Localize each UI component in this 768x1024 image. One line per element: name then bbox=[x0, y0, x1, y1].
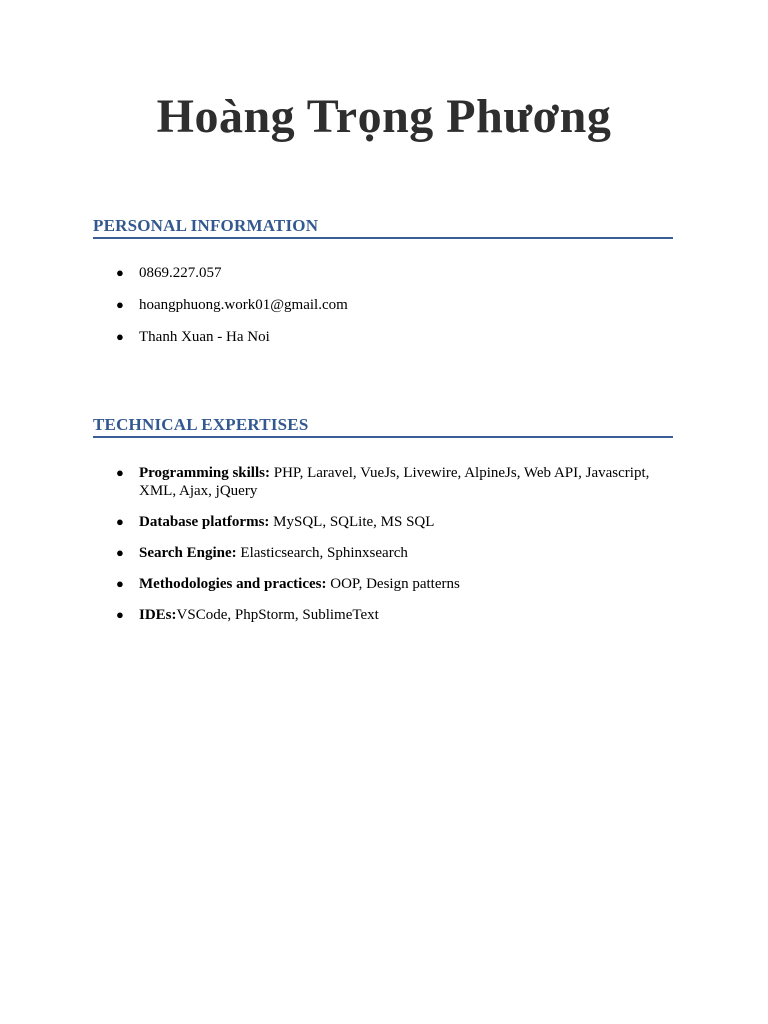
bullet-icon: ● bbox=[116, 576, 124, 591]
list-item-ides bbox=[93, 606, 673, 624]
skill-label: Methodologies and practices: bbox=[139, 576, 327, 592]
personal-information-list bbox=[93, 264, 673, 346]
list-item-phone bbox=[93, 264, 673, 282]
technical-expertises-list bbox=[93, 464, 673, 624]
bullet-icon: ● bbox=[116, 329, 124, 344]
person-name: Hoàng Trọng Phương bbox=[156, 90, 612, 143]
location: Thanh Xuan - Ha Noi bbox=[139, 329, 270, 345]
phone-number: 0869.227.057 bbox=[139, 265, 222, 281]
skill-value: VSCode, PhpStorm, SublimeText bbox=[176, 607, 379, 623]
skill-value: MySQL, SQLite, MS SQL bbox=[269, 514, 435, 530]
section-title-personal-information: PERSONAL INFORMATION bbox=[93, 216, 673, 239]
list-item-programming-skills bbox=[93, 464, 673, 500]
list-item-search-engine bbox=[93, 544, 673, 562]
bullet-icon: ● bbox=[116, 607, 124, 622]
skill-label: IDEs: bbox=[139, 607, 177, 623]
skill-label: Programming skills: bbox=[139, 465, 270, 481]
skill-label: Search Engine: bbox=[139, 545, 237, 561]
section-title-technical-expertises: TECHNICAL EXPERTISES bbox=[93, 415, 673, 438]
bullet-icon: ● bbox=[116, 265, 124, 280]
email-address: hoangphuong.work01@gmail.com bbox=[139, 297, 348, 313]
list-item-methodologies bbox=[93, 575, 673, 593]
personal-information-section bbox=[93, 216, 673, 360]
skill-value: PHP, Laravel, VueJs, Livewire, AlpineJs, Web API, Javascript, XML, Ajax, jQuery bbox=[139, 465, 650, 499]
bullet-icon: ● bbox=[116, 545, 124, 560]
list-item-database-platforms bbox=[93, 513, 673, 531]
skill-value: OOP, Design patterns bbox=[326, 576, 460, 592]
list-item-location bbox=[93, 328, 673, 346]
technical-expertises-section bbox=[93, 415, 673, 637]
bullet-icon: ● bbox=[116, 514, 124, 529]
skill-label: Database platforms: bbox=[139, 514, 270, 530]
bullet-icon: ● bbox=[116, 297, 124, 312]
list-item-email bbox=[93, 296, 673, 314]
skill-value: Elasticsearch, Sphinxsearch bbox=[236, 545, 408, 561]
bullet-icon: ● bbox=[116, 465, 124, 480]
